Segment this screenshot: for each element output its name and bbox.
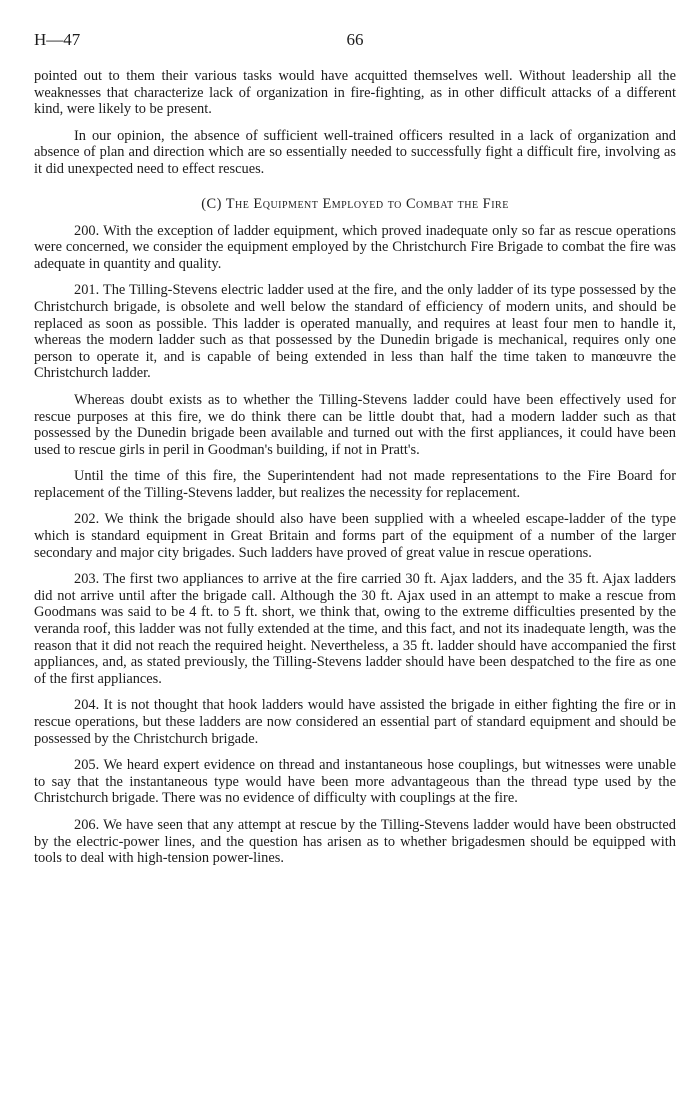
running-header — [34, 30, 676, 54]
page-number: 66 — [346, 30, 364, 49]
section-heading: (C) The Equipment Employed to Combat the Fire — [201, 195, 509, 212]
paragraph-until: Until the time of this fire, the Superintendent had not made representations to the Fire Board for replacement of the Tilling-Stevens ladder, but realizes the necessity for replacement. — [34, 468, 676, 501]
paragraph-204: 204. It is not thought that hook ladders would have assisted the brigade in either fighting the fire or in rescue operations, but these ladders are now considered an essential part of standard equipment and should be possessed by the Christchurch brigade. — [34, 697, 676, 747]
paragraph-continued: pointed out to them their various tasks would have acquitted themselves well. Without leadership all the weaknesses that characterize lack of organization in fire-fighting, as in other difficult attacks of a different kind, were likely to be present. — [34, 68, 676, 118]
document-reference: H—47 — [34, 30, 81, 49]
paragraph-205: 205. We heard expert evidence on thread and instantaneous hose couplings, but witnesses were unable to say that the instantaneous type would have been more advantageous than the thread type used by the Christchurch brigade. There was no evidence of difficulty with couplings at the fire. — [34, 757, 676, 807]
document-page — [34, 30, 676, 877]
paragraph-202: 202. We think the brigade should also have been supplied with a wheeled escape-ladder of the type which is standard equipment in Great Britain and forms part of the equipment of a number of the larger secondary and major city brigades. Such ladders have proved of great value in rescue operations. — [34, 511, 676, 561]
paragraph-201: 201. The Tilling-Stevens electric ladder used at the fire, and the only ladder of its type possessed by the Christchurch brigade, is obsolete and well below the standard of efficiency of modern units, and should be replaced as soon as possible. This ladder is operated manually, and requires at least four men to handle it, whereas the modern ladder such as that possessed by the Dunedin brigade is mechanical, requires only one person to operate it, and is capable of being extended in less than half the time taken to manœuvre the Christchurch ladder. — [34, 282, 676, 382]
paragraph-200: 200. With the exception of ladder equipment, which proved inadequate only so far as rescue operations were concerned, we consider the equipment employed by the Christchurch Fire Brigade to combat the fire was adequate in quantity and quality. — [34, 222, 676, 272]
paragraph-whereas: Whereas doubt exists as to whether the Tilling-Stevens ladder could have been effectively used for rescue purposes at this fire, we do think there can be little doubt that, had a modern ladder such as that possessed by the Dunedin brigade been available and turned out with the first appliances, it could have been used to rescue girls in peril in Goodman's building, if not in Pratt's. — [34, 391, 676, 458]
paragraph-203: 203. The first two appliances to arrive at the fire carried 30 ft. Ajax ladders, and the 35 ft. Ajax ladders did not arrive until after the brigade call. Although the 30 ft. Ajax used in an attempt to make a rescue from Goodmans was said to be 4 ft. to 5 ft. short, we think that, owing to the extreme difficulties presented by the veranda roof, this ladder was not fully extended at the time, and this fact, and not its inadequate length, was the reason that it did not reach the required height. Nevertheless, a 35 ft. ladder should have accompanied the first appliances, and, as stated previously, the Tilling-Stevens ladder should have been despatched to the fire as one of the first appliances. — [34, 571, 676, 687]
paragraph-opinion: In our opinion, the absence of sufficient well-trained officers resulted in a lack of organization and absence of plan and direction which are so essentially needed to successfully fight a difficult fire, involving as it did unexpected need to effect rescues. — [34, 127, 676, 177]
paragraph-206: 206. We have seen that any attempt at rescue by the Tilling-Stevens ladder would have been obstructed by the electric-power lines, and the question has arisen as to whether brigadesmen should be equipped with tools to deal with high-tension power-lines. — [34, 816, 676, 867]
